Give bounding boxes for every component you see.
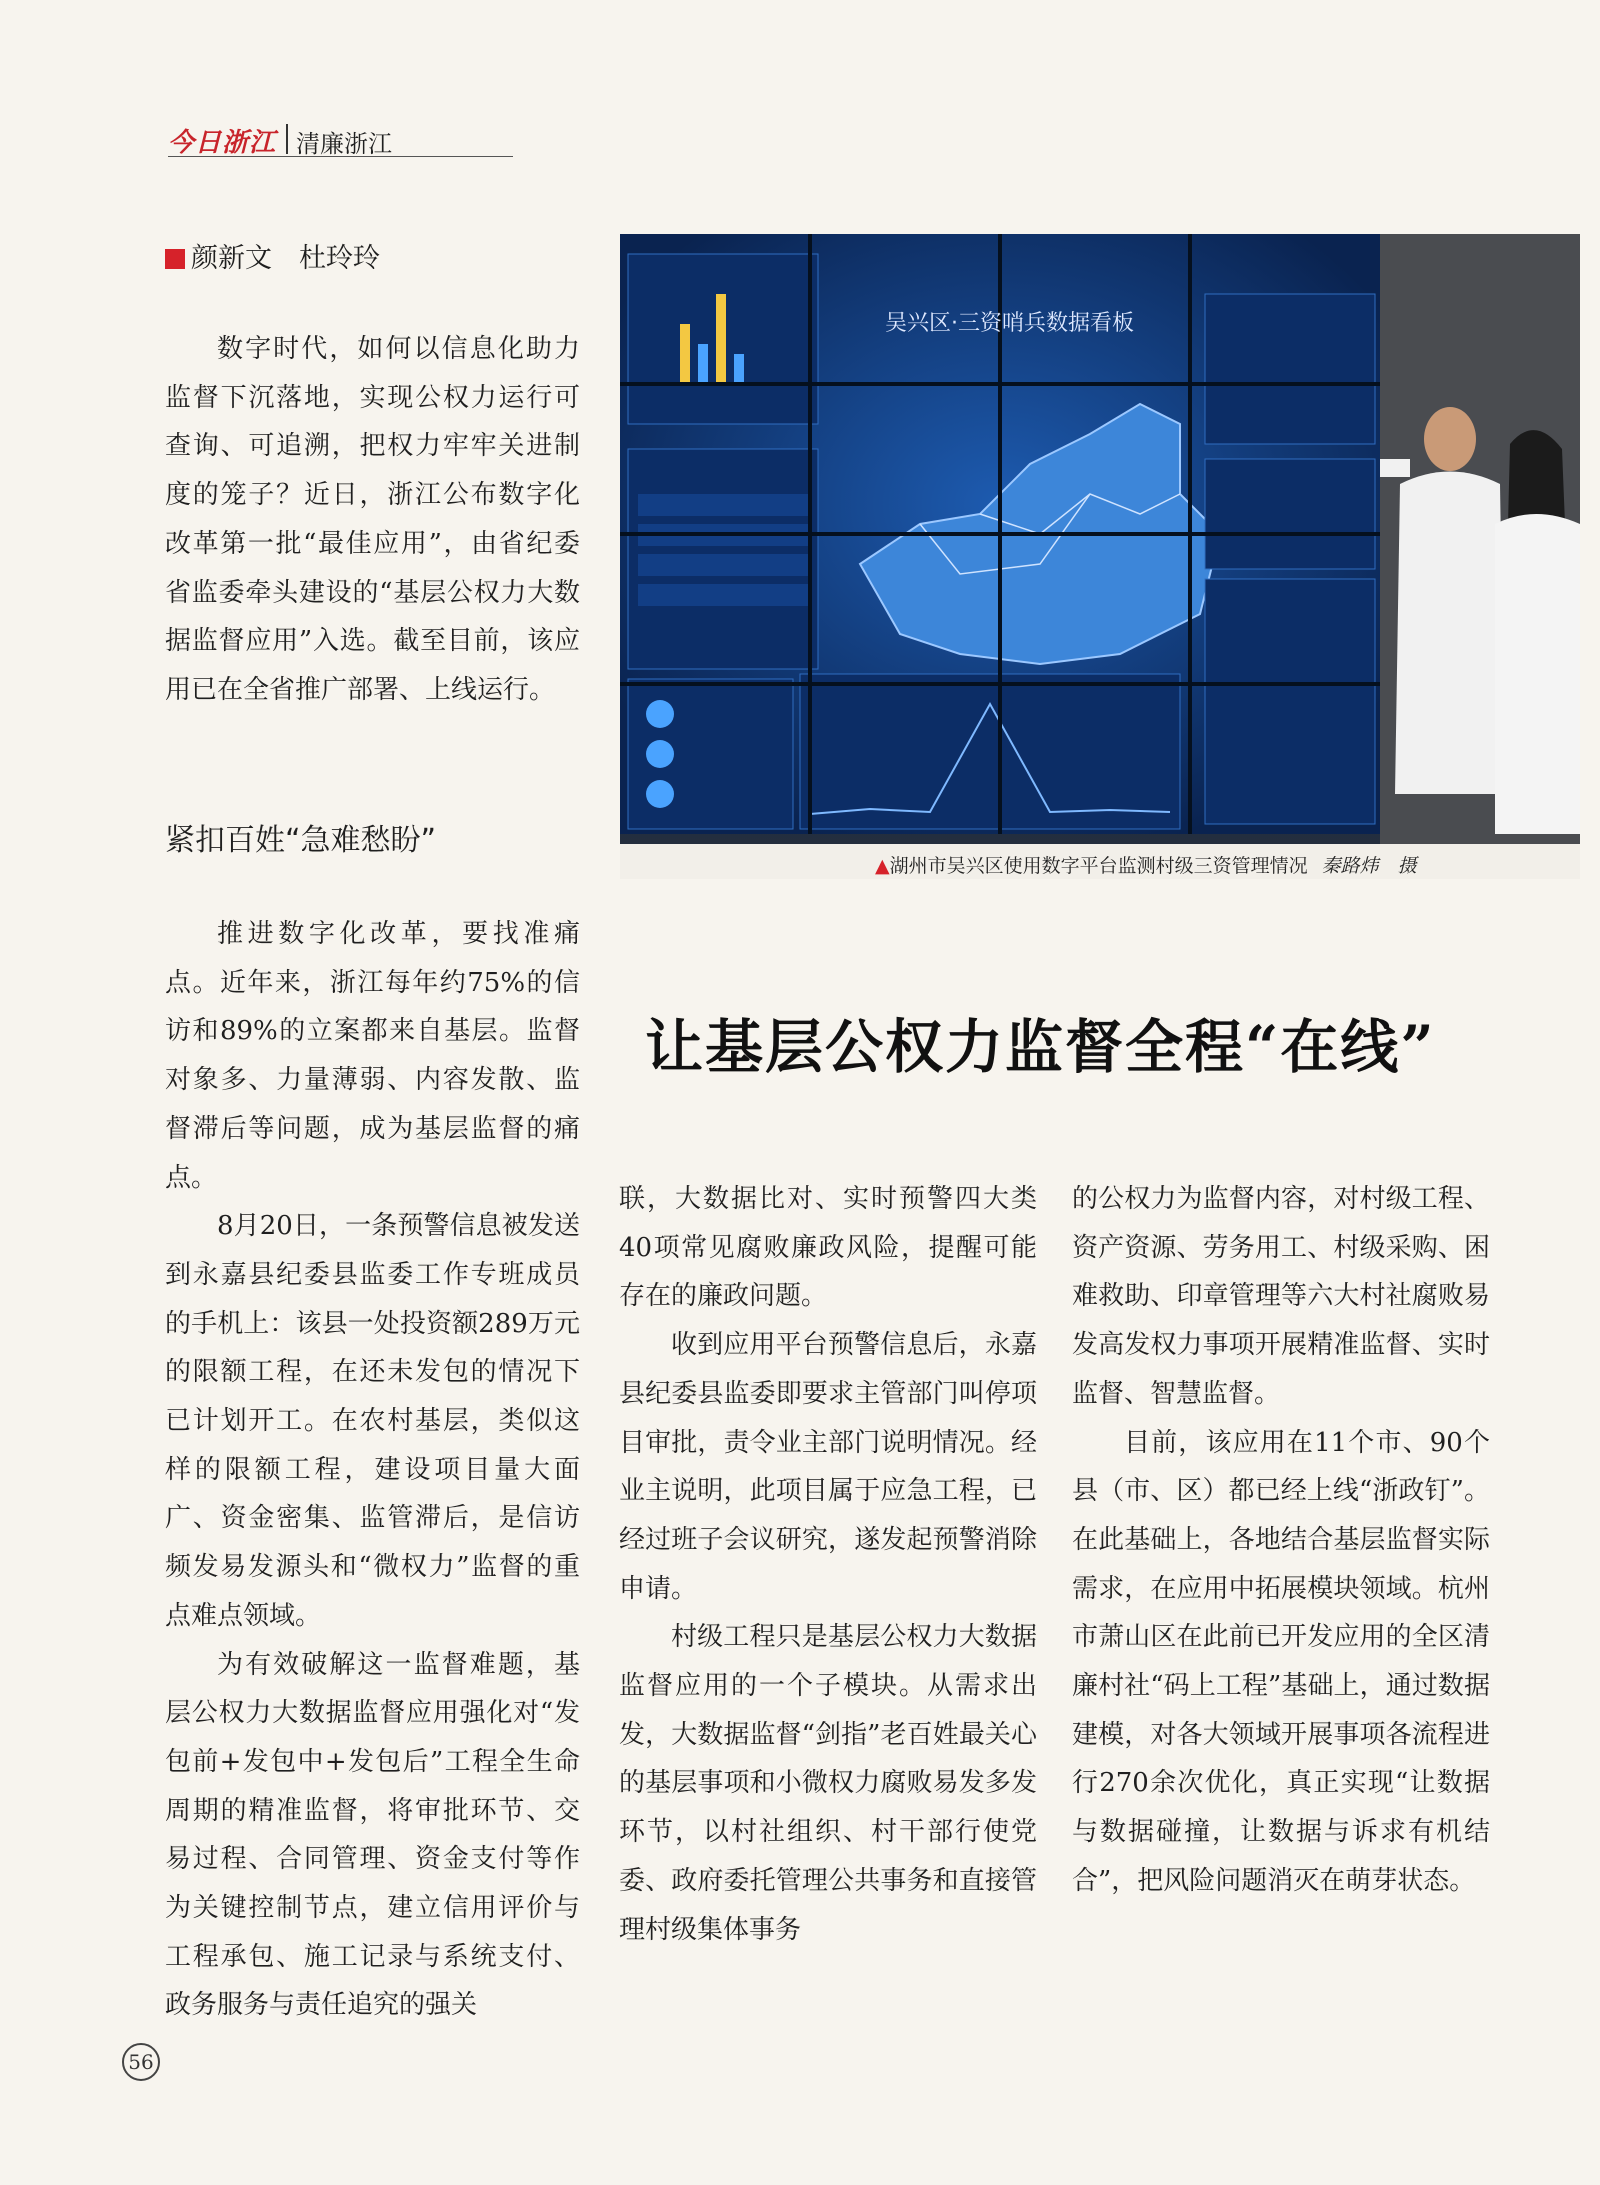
dashboard-title: 吴兴区·三资哨兵数据看板 (885, 311, 1134, 336)
paragraph: 为有效破解这一监督难题，基层公权力大数据监督应用强化对“发包前+发包中+发包后”工程全生命周期的精准监督，将审批环节、交易过程、合同管理、资金支付等作为关键控制节点，建立信用评价与工程承包、施工记录与系统支付、政务服务与责任追究的强关 (165, 1649, 580, 2021)
paragraph: 目前，该应用在11个市、90个县（市、区）都已经上线“浙政钉”。在此基础上，各地结合基层监督实际需求，在应用中拓展模块领域。杭州市萧山区在此前已开发应用的全区清廉村社“码上工程”基础上，通过数据建模，对各大领域开展事项各流程进行270余次优化，真正实现“让数据与数据碰撞，让数据与诉求有机结合”，把风险问题消灭在萌芽状态。 (1072, 1427, 1490, 1896)
paragraph: 收到应用平台预警信息后，永嘉县纪委县监委即要求主管部门叫停项目审批，责令业主部门说明情况。经业主说明，此项目属于应急工程，已经过班子会议研究，遂发起预警消除申请。 (619, 1330, 1037, 1604)
video-wall-screen (620, 234, 1380, 834)
paragraph: 联，大数据比对、实时预警四大类40项常见腐败廉政风险，提醒可能存在的廉政问题。 (619, 1184, 1037, 1312)
caption-text: 湖州市吴兴区使用数字平台监测村级三资管理情况 (889, 855, 1308, 877)
presenters-area (1380, 234, 1580, 879)
magazine-logo: 今日浙江 (168, 128, 277, 158)
column-3 (1072, 1175, 1490, 1906)
subheading: 紧扣百姓“急难愁盼” (165, 823, 437, 858)
paragraph: 8月20日，一条预警信息被发送到永嘉县纪委县监委工作专班成员的手机上：该县一处投资额289万元的限额工程，在还未发包的情况下已计划开工。在农村基层，类似这样的限额工程，建设项目量大面广、资金密集、监管滞后，是信访频发易发源头和“微权力”监督的重点难点领域。 (165, 1211, 580, 1631)
author-names: 颜新文 杜玲玲 (191, 243, 380, 274)
page-number: 56 (122, 2043, 160, 2081)
photo-caption (875, 851, 1417, 878)
triangle-up-icon: ▲ (875, 855, 890, 877)
column-1 (165, 910, 580, 2030)
header-divider (286, 124, 288, 154)
page-header (168, 122, 513, 157)
presenters-figure (1380, 234, 1580, 879)
paragraph: 推进数字化改革，要找准痛点。近年来，浙江每年约75%的信访和89%的立案都来自基层。监督对象多、力量薄弱、内容发散、监督滞后等问题，成为基层监督的痛点。 (165, 919, 580, 1193)
article-headline: 让基层公权力监督全程“在线” (645, 1013, 1436, 1081)
section-name: 清廉浙江 (296, 130, 392, 158)
intro-paragraph: 数字时代，如何以信息化助力监督下沉落地，实现公权力运行可查询、可追溯，把权力牢牢关进制度的笼子？近日，浙江公布数字化改革第一批“最佳应用”，由省纪委省监委牵头建设的“基层公权力大数据监督应用”入选。截至目前，该应用已在全省推广部署、上线运行。 (165, 334, 580, 705)
paragraph: 村级工程只是基层公权力大数据监督应用的一个子模块。从需求出发，大数据监督“剑指”老百姓最关心的基层事项和小微权力腐败易发多发环节，以村社组织、村干部行使党委、政府委托管理公共事务和直接管理村级集体事务 (619, 1622, 1037, 1945)
photo-credit: 秦路炜 摄 (1321, 855, 1417, 877)
intro-column (165, 325, 580, 715)
article-photo (620, 234, 1580, 879)
red-square-icon (165, 249, 185, 269)
paragraph: 的公权力为监督内容，对村级工程、资产资源、劳务用工、村级采购、困难救助、印章管理等六大村社腐败易发高发权力事项开展精准监督、实时监督、智慧监督。 (1072, 1184, 1490, 1409)
column-2 (619, 1175, 1037, 1954)
byline (165, 236, 380, 275)
